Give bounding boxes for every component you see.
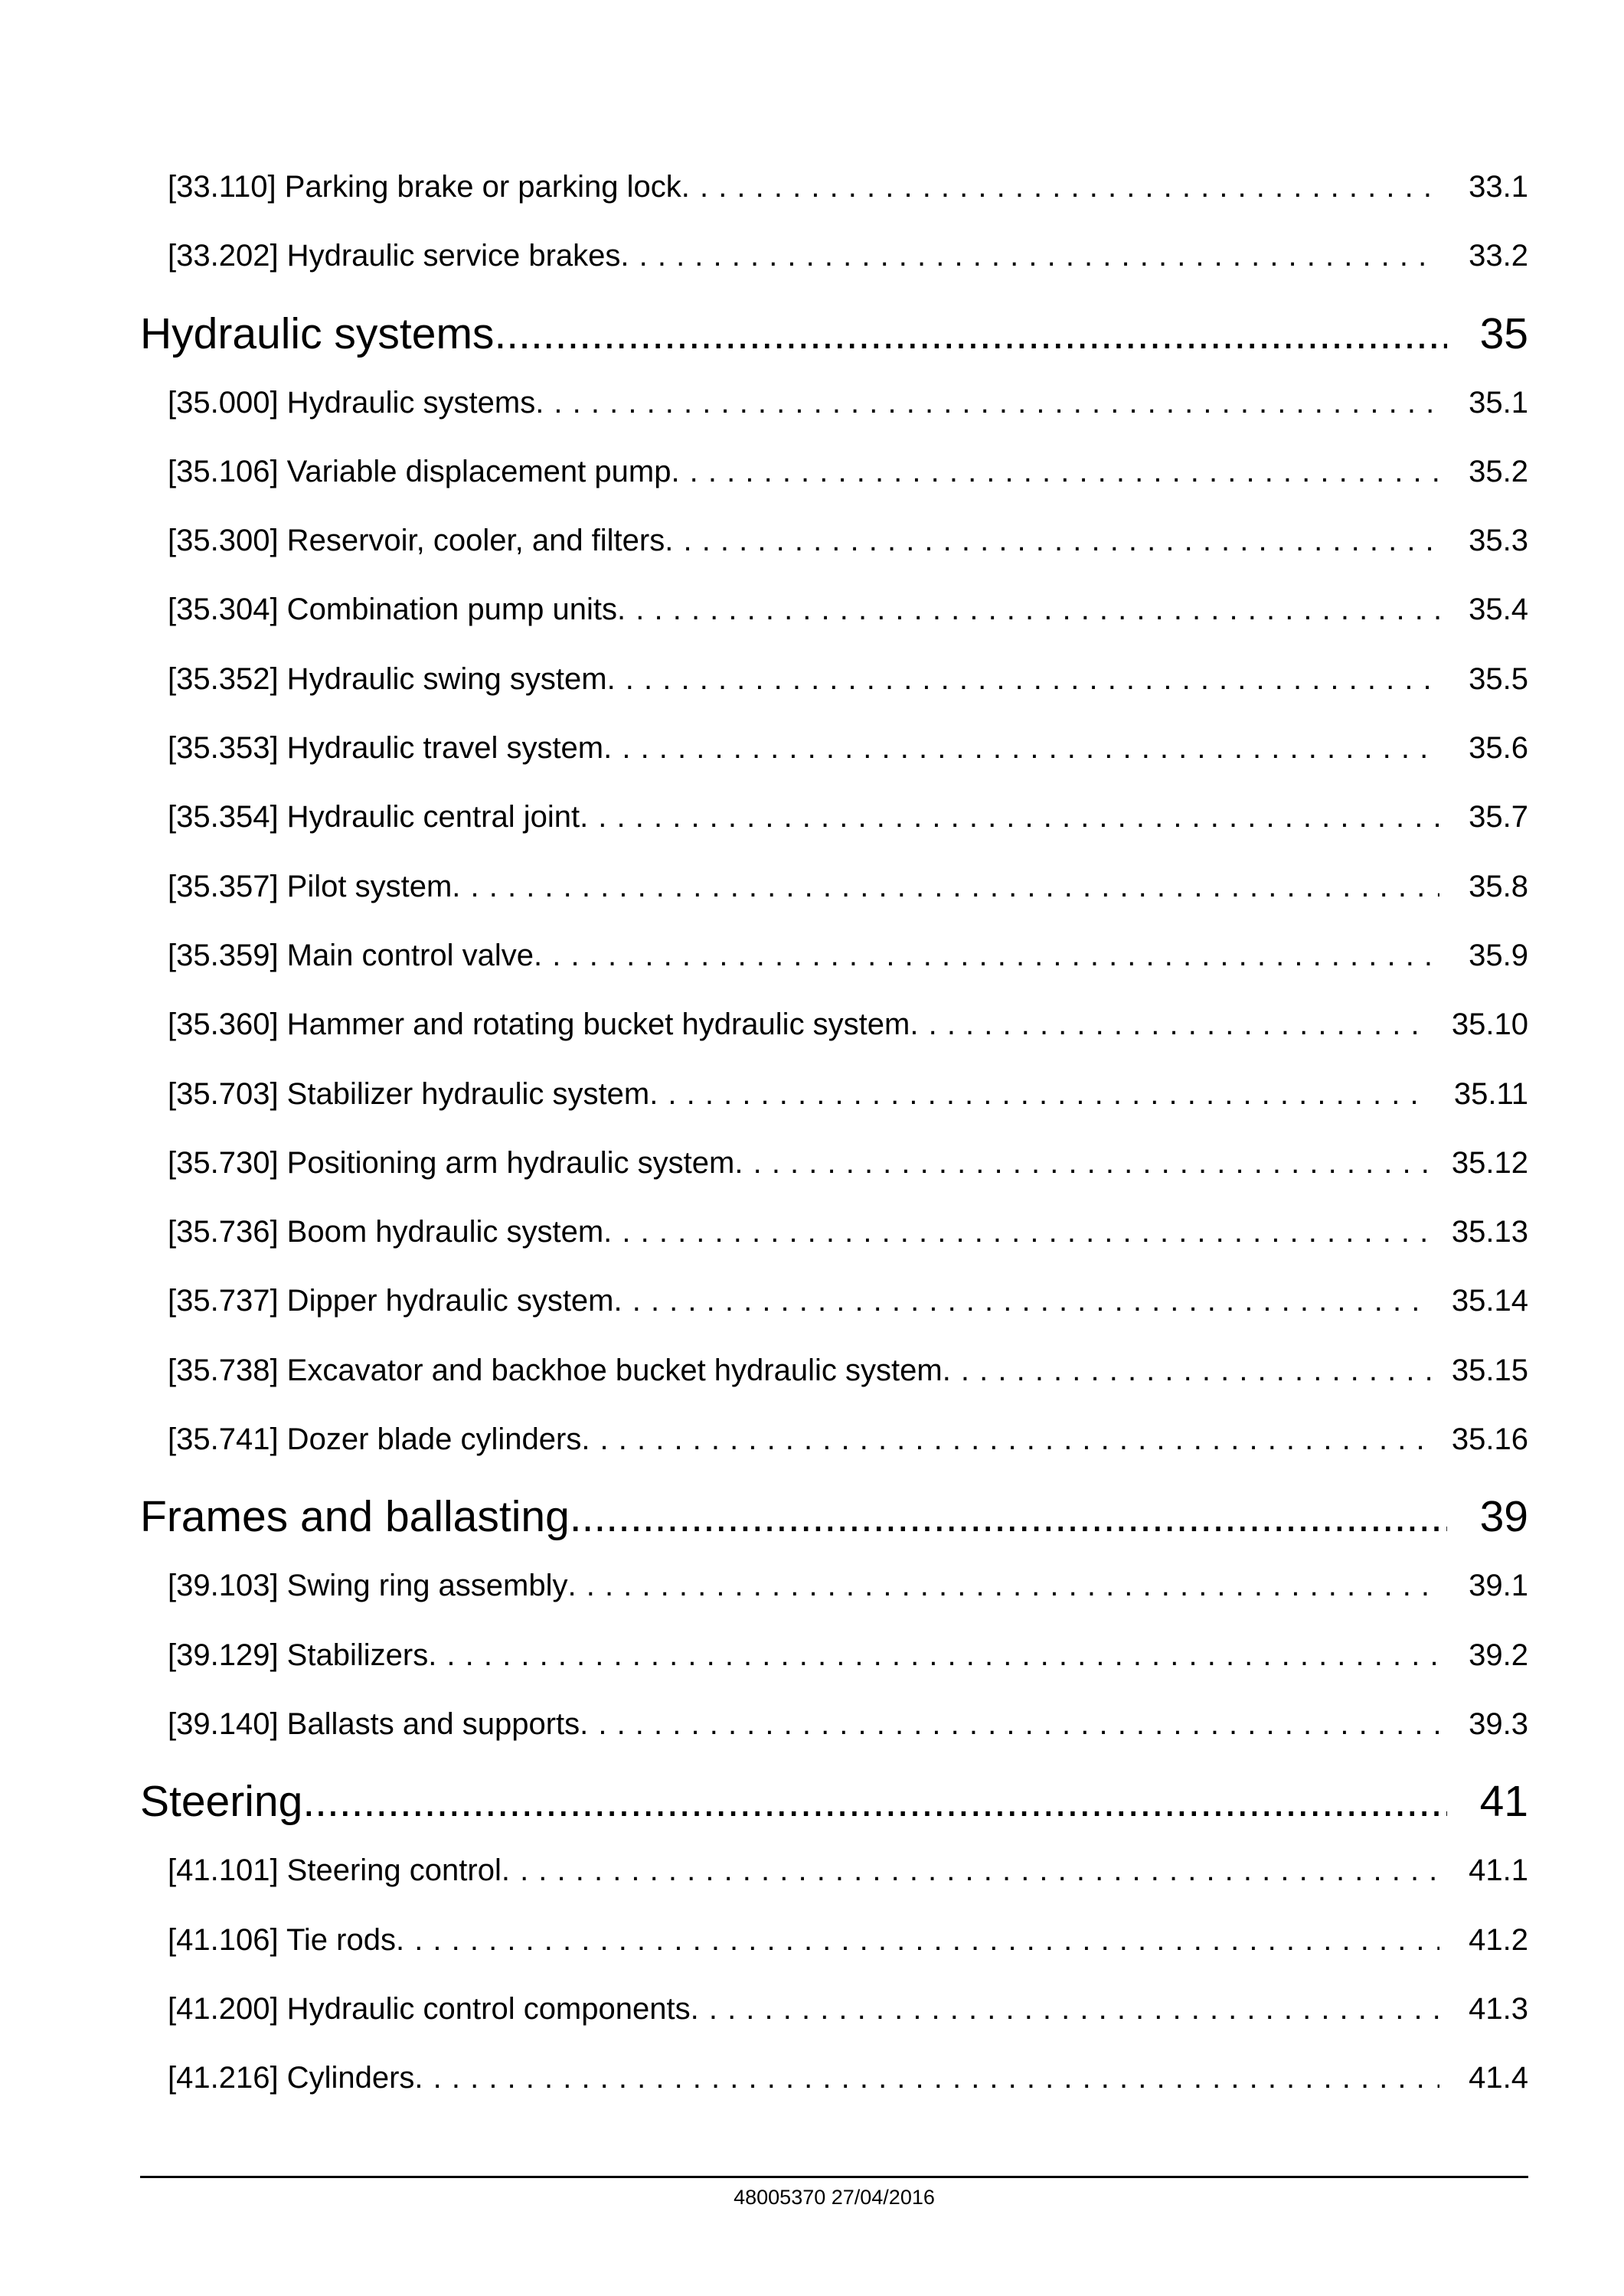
toc-section-heading[interactable] xyxy=(140,1776,1528,1853)
dot-leader xyxy=(614,1284,1430,1318)
entry-title: [41.101] Steering control xyxy=(168,1853,502,1888)
page-number: 41.3 xyxy=(1469,1991,1528,2026)
toc-entry[interactable] xyxy=(140,524,1528,593)
page-number: 35.9 xyxy=(1469,938,1528,972)
dot-leader xyxy=(502,1853,1439,1888)
toc-entry[interactable] xyxy=(140,239,1528,308)
footer-divider xyxy=(140,2176,1528,2178)
page-number: 35.3 xyxy=(1469,524,1528,558)
entry-title: [35.738] Excavator and backhoe bucket hydraulic system xyxy=(168,1353,943,1387)
entry-title: [35.300] Reservoir, cooler, and filters xyxy=(168,524,665,558)
dot-leader xyxy=(428,1638,1439,1673)
toc-entry[interactable] xyxy=(140,1923,1528,1992)
entry-title: [39.103] Swing ring assembly xyxy=(168,1569,568,1603)
dot-leader xyxy=(414,2061,1439,2095)
page-number: 39.2 xyxy=(1469,1638,1528,1672)
section-title: Hydraulic systems xyxy=(140,309,495,358)
toc-entry[interactable] xyxy=(140,1146,1528,1215)
page-number: 39.1 xyxy=(1469,1569,1528,1603)
entry-title: [41.216] Cylinders xyxy=(168,2061,415,2095)
entry-title: [33.202] Hydraulic service brakes xyxy=(168,239,621,273)
dot-leader xyxy=(691,1992,1439,2027)
entry-title: [35.737] Dipper hydraulic system xyxy=(168,1284,614,1318)
entry-title: [41.106] Tie rods xyxy=(168,1922,396,1957)
toc-entry[interactable] xyxy=(140,1707,1528,1776)
dot-leader xyxy=(665,524,1439,558)
toc-entry[interactable] xyxy=(140,593,1528,661)
entry-title: [35.730] Positioning arm hydraulic system xyxy=(168,1145,735,1180)
page-number: 35.13 xyxy=(1451,1215,1528,1249)
entry-title: [35.352] Hydraulic swing system xyxy=(168,661,607,696)
page-number: 35.5 xyxy=(1469,661,1528,696)
entry-title: [39.140] Ballasts and supports xyxy=(168,1706,580,1741)
page-number: 41.4 xyxy=(1469,2061,1528,2095)
toc-entry[interactable] xyxy=(140,870,1528,939)
entry-title: [35.354] Hydraulic central joint xyxy=(168,800,580,834)
toc-entry[interactable] xyxy=(140,2061,1528,2130)
toc-entry[interactable] xyxy=(140,1077,1528,1146)
dot-leader xyxy=(649,1077,1430,1112)
dot-leader xyxy=(302,1776,1447,1827)
toc-entry[interactable] xyxy=(140,1992,1528,2061)
page-number: 39 xyxy=(1479,1492,1528,1542)
entry-title: [35.741] Dozer blade cylinders xyxy=(168,1422,582,1457)
toc-entry[interactable] xyxy=(140,800,1528,869)
section-title: Frames and ballasting xyxy=(140,1492,570,1542)
entry-title: [41.200] Hydraulic control components xyxy=(168,1991,691,2026)
page-number: 41 xyxy=(1479,1777,1528,1827)
page-number: 33.1 xyxy=(1469,170,1528,204)
dot-leader xyxy=(570,1491,1447,1542)
page-number: 35.8 xyxy=(1469,869,1528,903)
toc-entry[interactable] xyxy=(140,662,1528,731)
dot-leader xyxy=(580,1707,1439,1742)
dot-leader xyxy=(396,1923,1439,1958)
dot-leader xyxy=(568,1569,1440,1603)
dot-leader xyxy=(681,170,1439,204)
dot-leader xyxy=(607,662,1439,697)
entry-title: [35.353] Hydraulic travel system xyxy=(168,731,604,766)
dot-leader xyxy=(603,731,1439,766)
page-number: 35.6 xyxy=(1469,731,1528,766)
dot-leader xyxy=(535,386,1439,420)
page-number: 41.2 xyxy=(1469,1922,1528,1957)
toc-entry[interactable] xyxy=(140,1422,1528,1491)
dot-leader xyxy=(581,1422,1430,1457)
dot-leader xyxy=(620,239,1439,273)
toc-entry[interactable] xyxy=(140,1569,1528,1638)
entry-title: [35.359] Main control valve xyxy=(168,938,534,972)
dot-leader xyxy=(910,1008,1430,1042)
entry-title: [35.304] Combination pump units xyxy=(168,593,618,627)
section-title: Steering xyxy=(140,1777,303,1827)
page-number: 35.7 xyxy=(1469,800,1528,834)
page-number: 35.4 xyxy=(1469,593,1528,627)
toc-entry[interactable] xyxy=(140,731,1528,800)
page-number: 33.2 xyxy=(1469,239,1528,273)
toc-entry[interactable] xyxy=(140,1853,1528,1922)
dot-leader xyxy=(734,1146,1430,1181)
toc-section-heading[interactable] xyxy=(140,1491,1528,1569)
page-number: 35.15 xyxy=(1451,1353,1528,1387)
page-number: 35.14 xyxy=(1451,1284,1528,1318)
toc-entry[interactable] xyxy=(140,1638,1528,1707)
entry-title: [35.736] Boom hydraulic system xyxy=(168,1215,604,1249)
dot-leader xyxy=(494,309,1447,359)
toc-entry[interactable] xyxy=(140,1284,1528,1353)
dot-leader xyxy=(603,1215,1430,1249)
entry-title: [35.000] Hydraulic systems xyxy=(168,385,536,420)
page-number: 35.1 xyxy=(1469,385,1528,420)
page-number: 35.2 xyxy=(1469,454,1528,488)
toc-entry[interactable] xyxy=(140,455,1528,524)
toc-entry[interactable] xyxy=(140,1354,1528,1422)
dot-leader xyxy=(534,939,1439,973)
dot-leader xyxy=(943,1354,1430,1388)
page-number: 35.12 xyxy=(1451,1145,1528,1180)
entry-title: [33.110] Parking brake or parking lock xyxy=(168,170,681,204)
entry-title: [39.129] Stabilizers xyxy=(168,1638,429,1672)
toc-entry[interactable] xyxy=(140,1215,1528,1284)
entry-title: [35.360] Hammer and rotating bucket hydraulic system xyxy=(168,1008,910,1042)
toc-entry[interactable] xyxy=(140,1008,1528,1076)
page-number: 35 xyxy=(1479,309,1528,358)
entry-title: [35.703] Stabilizer hydraulic system xyxy=(168,1076,650,1111)
toc-entry[interactable] xyxy=(140,386,1528,455)
entry-title: [35.106] Variable displacement pump xyxy=(168,454,671,488)
dot-leader xyxy=(580,800,1439,834)
page-number: 41.1 xyxy=(1469,1853,1528,1888)
page-number: 35.10 xyxy=(1451,1008,1528,1042)
footer-document-id: 48005370 27/04/2016 xyxy=(734,2186,935,2209)
page-number: 39.3 xyxy=(1469,1706,1528,1741)
page-number: 35.11 xyxy=(1453,1076,1528,1111)
entry-title: [35.357] Pilot system xyxy=(168,869,453,903)
toc-entry[interactable] xyxy=(140,939,1528,1008)
dot-leader xyxy=(452,870,1439,904)
table-of-contents xyxy=(140,170,1528,2130)
dot-leader xyxy=(617,593,1439,627)
page-number: 35.16 xyxy=(1451,1422,1528,1457)
dot-leader xyxy=(671,455,1439,489)
toc-section-heading[interactable] xyxy=(140,309,1528,386)
toc-entry[interactable] xyxy=(140,170,1528,239)
